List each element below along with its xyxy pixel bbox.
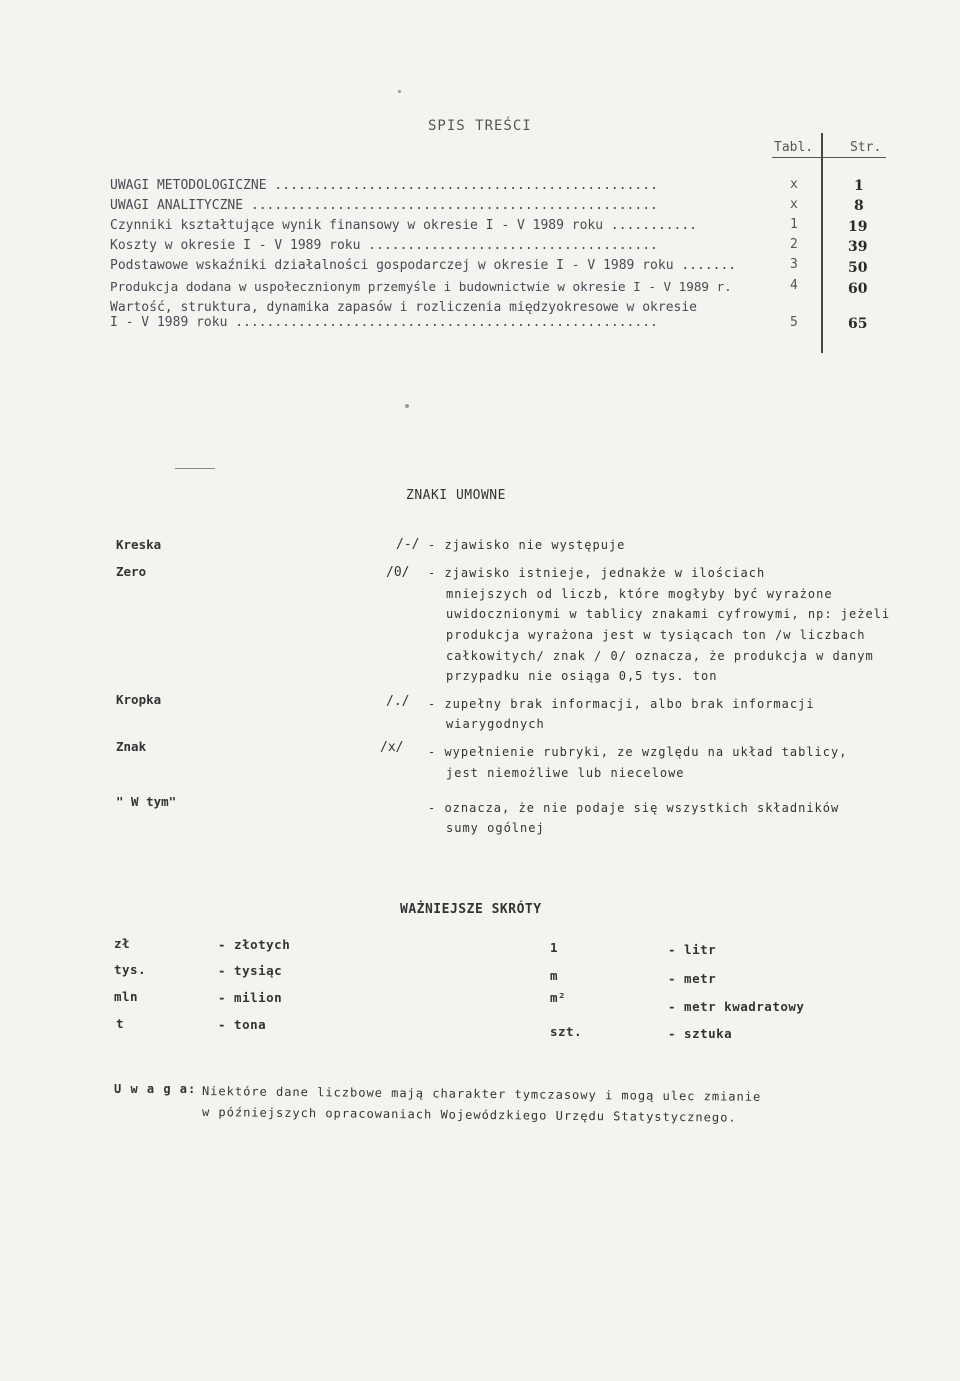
abbreviation-meaning: - złotych <box>218 937 291 952</box>
toc-row-tabl: 1 <box>790 217 798 232</box>
abbreviation: t <box>116 1016 125 1031</box>
symbol-description-line: wiarygodnych <box>446 717 545 731</box>
abbreviation: szt. <box>550 1024 583 1039</box>
toc-row-page: 60 <box>848 281 868 297</box>
symbol-description-line: sumy ogólnej <box>446 821 545 835</box>
symbol-description-line: uwidocznionymi w tablicy znakami cyfrowymi, np: jeżeli <box>446 607 891 621</box>
toc-row-text: Koszty w okresie I - V 1989 roku ..................................... <box>110 238 658 253</box>
toc-row-text: Podstawowe wskaźniki działalności gospodarczej w okresie I - V 1989 roku ....... <box>110 258 737 273</box>
toc-col-str: Str. <box>850 140 882 155</box>
symbol-label: " W tym" <box>116 794 177 809</box>
symbol-description: - zjawisko nie występuje <box>428 538 626 552</box>
symbol-label: Zero <box>116 564 147 579</box>
abbreviation-meaning: - milion <box>218 990 283 1005</box>
toc-row-page: 65 <box>848 316 868 332</box>
abbreviation-meaning: - metr <box>668 971 717 986</box>
symbol-label: Kropka <box>116 692 162 707</box>
abbreviation: m <box>550 968 559 983</box>
abbreviation: mln <box>114 989 139 1004</box>
symbol-description-line: produkcja wyrażona jest w tysiącach ton /w liczbach <box>446 628 866 642</box>
toc-row-tabl: 5 <box>790 315 798 330</box>
toc-row-text: Czynniki kształtujące wynik finansowy w okresie I - V 1989 roku ........... <box>110 218 697 233</box>
toc-row-page: 8 <box>854 198 864 214</box>
toc-row-page: 19 <box>848 219 868 235</box>
symbol-description: - zupełny brak informacji, albo brak informacji <box>428 697 815 711</box>
symbol-description: - wypełnienie rubryki, ze względu na układ tablicy, <box>428 745 848 759</box>
symbol-sign: /x/ <box>380 740 404 755</box>
toc-row-page: 1 <box>854 178 864 194</box>
toc-row-text: Produkcja dodana w uspołecznionym przemyśle i budownictwie w okresie I - V 1989 r. <box>110 279 732 294</box>
toc-row-page: 50 <box>848 260 868 276</box>
toc-row-tabl: 4 <box>790 278 798 293</box>
decorative-speck <box>405 404 409 408</box>
symbol-sign: /0/ <box>386 565 410 580</box>
symbol-sign: /-/ <box>396 537 420 552</box>
symbol-sign: /./ <box>386 694 410 709</box>
note-line-1: Niektóre dane liczbowe mają charakter tymczasowy i mogą ulec zmianie <box>201 1084 762 1104</box>
abbreviation-meaning: - tysiąc <box>218 963 283 978</box>
toc-row-tabl: 2 <box>790 237 798 252</box>
abbreviation: zł <box>114 936 131 951</box>
symbols-title: ZNAKI UMOWNE <box>406 488 506 503</box>
decorative-dash <box>175 468 215 469</box>
toc-row-text: UWAGI METODOLOGICZNE ................................................. <box>110 178 658 193</box>
symbol-description-line: jest niemożliwe lub niecelowe <box>446 766 685 780</box>
symbol-description-line: mniejszych od liczb, które mogłyby być wyrażone <box>446 587 833 601</box>
abbreviation-meaning: - tona <box>218 1017 267 1032</box>
symbol-description: - zjawisko istnieje, jednakże w ilościach <box>428 566 766 580</box>
toc-row-tabl: x <box>790 177 798 192</box>
note-label: U w a g a: <box>114 1082 197 1096</box>
symbol-label: Znak <box>116 739 147 754</box>
abbreviation: tys. <box>114 962 147 977</box>
toc-row-page: 39 <box>848 239 868 255</box>
toc-column-divider <box>821 133 823 353</box>
symbol-description-line: całkowitych/ znak / 0/ oznacza, że produkcja w danym <box>446 649 874 663</box>
toc-row-text-continued: I - V 1989 roku ...................................................... <box>110 315 658 330</box>
toc-row-tabl: 3 <box>790 257 798 272</box>
symbol-description-line: przypadku nie osiąga 0,5 tys. ton <box>446 669 718 683</box>
note-line-2: w późniejszych opracowaniach Wojewódzkiego Urzędu Statystycznego. <box>201 1105 737 1125</box>
toc-col-tabl: Tabl. <box>774 140 814 155</box>
toc-row-text: UWAGI ANALITYCZNE .................................................... <box>110 198 658 213</box>
toc-title: SPIS TREŚCI <box>428 118 532 134</box>
symbol-label: Kreska <box>116 537 162 552</box>
toc-header-underline <box>772 157 886 158</box>
toc-row-text: Wartość, struktura, dynamika zapasów i rozliczenia międzyokresowe w okresie <box>110 300 697 315</box>
abbreviation: m² <box>550 990 567 1005</box>
abbreviation-meaning: - metr kwadratowy <box>668 999 805 1014</box>
abbreviations-title: WAŻNIEJSZE SKRÓTY <box>400 902 542 917</box>
abbreviation: 1 <box>550 940 559 955</box>
toc-row-tabl: x <box>790 197 798 212</box>
abbreviation-meaning: - litr <box>668 942 717 957</box>
symbol-description: - oznacza, że nie podaje się wszystkich składników <box>428 801 840 815</box>
abbreviation-meaning: - sztuka <box>668 1026 733 1041</box>
decorative-speck <box>398 90 401 93</box>
